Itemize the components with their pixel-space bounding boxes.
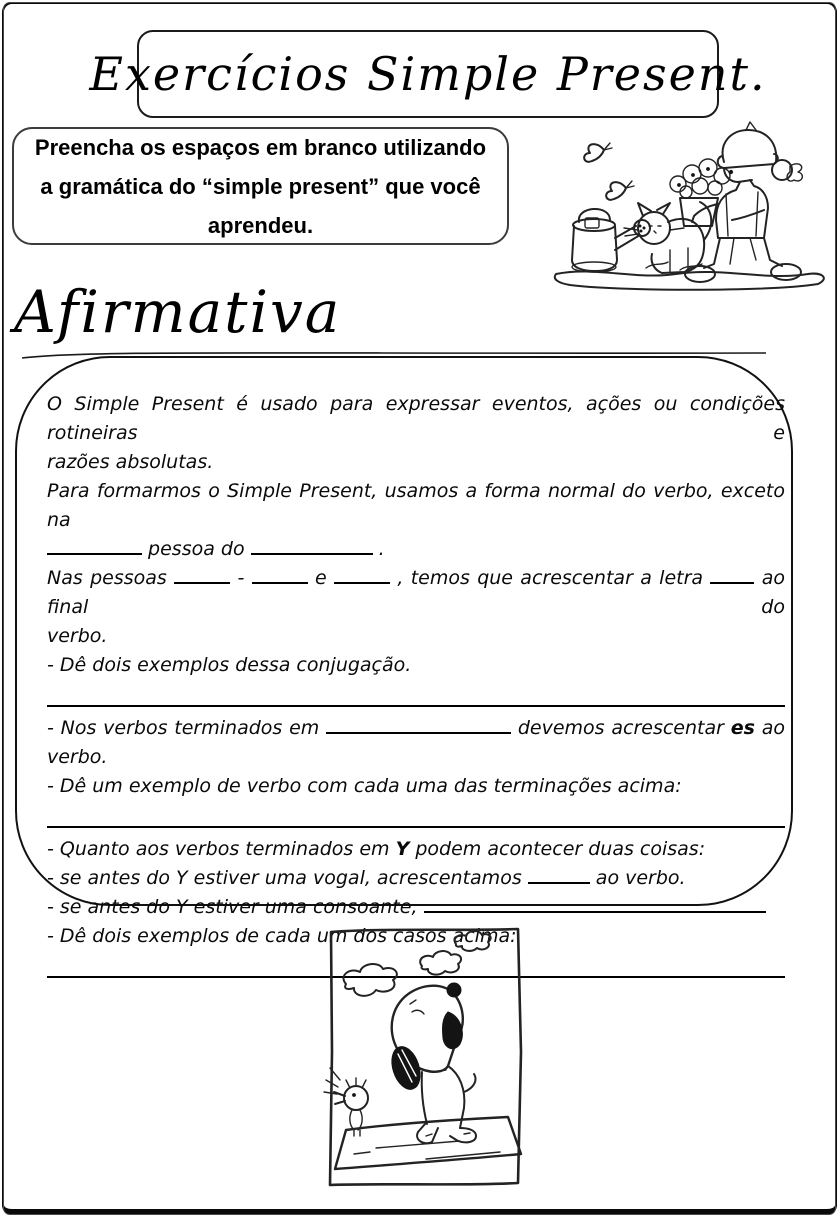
instruction-text: Preencha os espaços em branco utilizando a gramática do “simple present” que você aprendeu. [34,134,487,238]
exercise-text: - Quanto aos verbos terminados em [47,838,396,860]
exercise-text: - se antes do Y estiver uma vogal, acrescentamos [47,867,528,889]
exercise-text-line [47,390,785,448]
exercise-text-line [47,535,785,564]
exercise-text-line [47,622,785,651]
snoopy-drawing [318,922,534,1192]
answer-blank [47,538,142,555]
writing-line-rule [47,705,785,707]
exercise-text: es [730,717,755,739]
exercise-text: Nas pessoas [47,567,175,589]
exercise-text-line [47,651,785,680]
exercise-text-line [47,893,785,922]
exercise-box [15,356,793,947]
answer-blank [334,567,390,584]
answer-blank [528,867,590,884]
exercise-text: ao final do [47,567,785,618]
exercise-text: - se antes do Y estiver uma consoante, [47,896,424,918]
exercise-text: ao verbo. [589,867,686,889]
exercise-text: razões absolutas. [47,451,214,473]
page-title: Exercícios Simple Present. [89,47,767,101]
section-heading-text: Afirmativa [14,278,342,346]
exercise-text: Y [395,838,410,860]
exercise-text: verbo. [47,625,108,647]
exercise-text: ao verbo. [47,717,785,768]
exercise-text: Para formarmos o Simple Present, usamos a forma normal do verbo, exceto na [47,480,785,531]
exercise-text: O Simple Present é usado para expressar eventos, ações ou condições rotineiras e [47,393,785,444]
writing-line [47,680,785,714]
exercise-text-line [47,477,785,535]
exercise-text-line [47,564,785,622]
answer-blank [710,567,754,584]
writing-line [47,801,785,835]
exercise-text-line [47,714,785,772]
instruction-box [12,127,509,245]
exercise-text-line [47,448,785,477]
answer-blank [326,717,511,734]
exercise-text: e [307,567,334,589]
exercise-text: podem acontecer duas coisas: [409,838,706,860]
exercise-text: devemos acrescentar [511,717,731,739]
exercise-text-line [47,835,785,864]
answer-blank [424,896,766,913]
answer-blank [252,567,308,584]
exercise-text: , temos que acrescentar a letra [390,567,711,589]
exercise-text: - Dê dois exemplos dessa conjugação. [47,654,412,676]
exercise-text: - Dê dois exemplos de cada um dos casos acima: [47,925,517,947]
exercise-text: - Dê um exemplo de verbo com cada uma das terminações acima: [47,775,682,797]
garden-girl-drawing [550,110,838,294]
exercise-text: . [372,538,385,560]
exercise-text: - Nos verbos terminados em [47,717,327,739]
writing-line-rule [47,826,785,828]
title-box [89,30,767,118]
exercise-text: pessoa do [142,538,251,560]
exercise-text-line [47,772,785,801]
snoopy-illustration [318,922,534,1192]
exercise-text: - [230,567,252,589]
exercise-lines [47,390,785,985]
exercise-text-line [47,864,785,893]
section-heading [14,278,342,346]
answer-blank [174,567,230,584]
answer-blank [251,538,373,555]
garden-girl-illustration [550,110,838,294]
